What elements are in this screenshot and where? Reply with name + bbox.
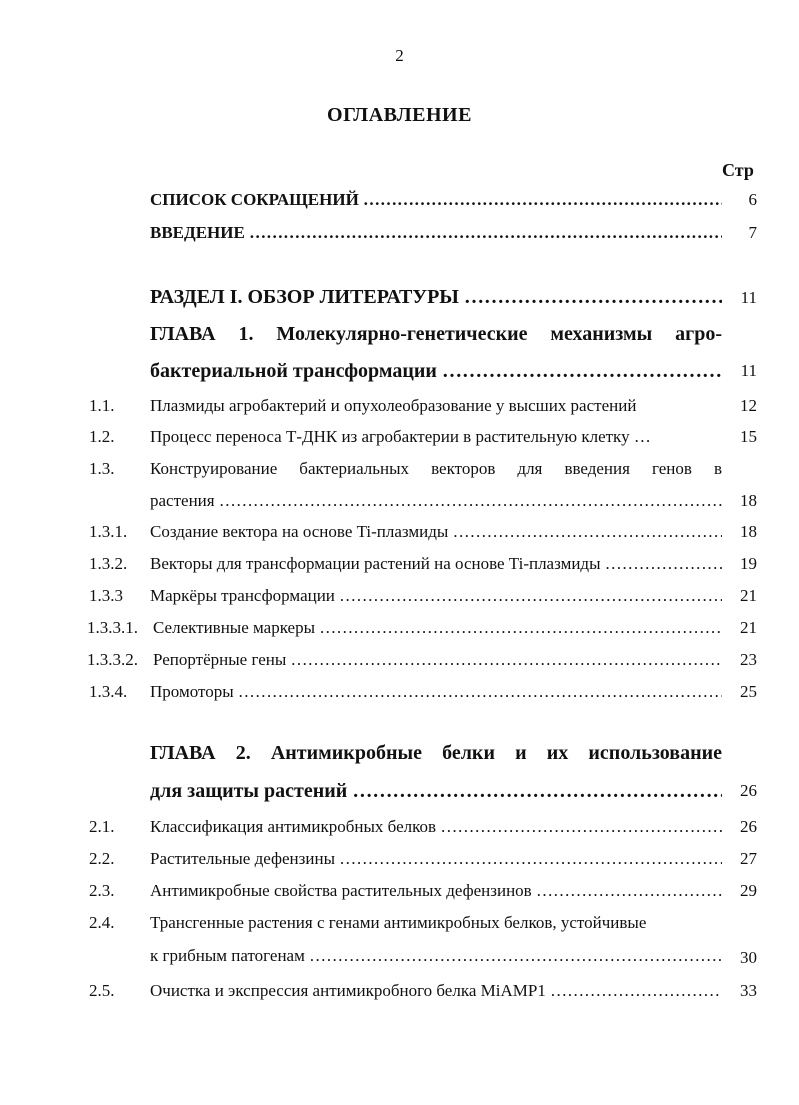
toc-item[interactable]: Очистка и экспрессия антимикробного белка MiAMP1 ……………………………………………………………………………………………………………………………………………………………………………… bbox=[150, 981, 722, 1001]
toc-page: 25 bbox=[740, 682, 757, 701]
toc-item-number: 1.3.4. bbox=[89, 682, 128, 701]
toc-item-continued[interactable]: растения ……………………………………………………………………………………………………………………………………………………………………………… bbox=[150, 491, 722, 511]
toc-item[interactable]: Растительные дефензины ……………………………………………………………………………………………………………………………………………………………………………… bbox=[150, 849, 722, 869]
toc-page: 12 bbox=[740, 396, 757, 415]
toc-item-number: 1.1. bbox=[89, 396, 115, 415]
toc-page: 33 bbox=[740, 981, 757, 1000]
toc-chapter-1-line2[interactable]: бактериальной трансформации ……………………………………………………………………………………………………………………………………………………………………………… bbox=[150, 360, 722, 383]
page-column-header: Стр bbox=[722, 160, 754, 180]
toc-item-number: 1.3.3.1. bbox=[87, 618, 138, 637]
page-number: 2 bbox=[395, 46, 404, 65]
toc-page: 26 bbox=[740, 817, 757, 836]
toc-page: 6 bbox=[748, 190, 757, 209]
toc-chapter-1-line1[interactable]: ГЛАВА 1. Молекулярно-генетические механизмы агро- bbox=[150, 323, 722, 345]
toc-page: 11 bbox=[740, 288, 757, 307]
toc-item[interactable]: Создание вектора на основе Ti-плазмиды ……………………………………………………………………………………………………………………………………………………………………………… bbox=[150, 522, 722, 542]
toc-chapter-2-line1[interactable]: ГЛАВА 2. Антимикробные белки и их использование bbox=[150, 742, 722, 764]
toc-item[interactable]: Промоторы ……………………………………………………………………………………………………………………………………………………………………………… bbox=[150, 682, 722, 702]
toc-item[interactable]: Репортёрные гены ……………………………………………………………………………………………………………………………………………………………………………… bbox=[153, 650, 722, 670]
toc-page: 11 bbox=[740, 361, 757, 380]
toc-item-number: 1.3. bbox=[89, 459, 115, 478]
toc-item-number: 2.4. bbox=[89, 913, 115, 932]
toc-page: 23 bbox=[740, 650, 757, 669]
toc-page: 15 bbox=[740, 427, 757, 446]
toc-item[interactable]: Конструирование бактериальных векторов для введения генов в bbox=[150, 459, 722, 478]
toc-entry-introduction[interactable]: ВВЕДЕНИЕ ……………………………………………………………………………………………………………………………………………………………………………… bbox=[150, 223, 722, 243]
toc-page: 19 bbox=[740, 554, 757, 573]
toc-entry-section-1[interactable]: РАЗДЕЛ I. ОБЗОР ЛИТЕРАТУРЫ ……………………………………………………………………………………………………………………………………………………………………………… bbox=[150, 286, 722, 309]
toc-item[interactable]: Селективные маркеры ……………………………………………………………………………………………………………………………………………………………………………… bbox=[153, 618, 722, 638]
toc-item-number: 1.3.3.2. bbox=[87, 650, 138, 669]
toc-page: 26 bbox=[740, 781, 757, 800]
toc-item-continued[interactable]: к грибным патогенам ……………………………………………………………………………………………………………………………………………………………………………… bbox=[150, 946, 722, 966]
toc-page: 21 bbox=[740, 618, 757, 637]
toc-page: 18 bbox=[740, 491, 757, 510]
toc-title: ОГЛАВЛЕНИЕ bbox=[327, 104, 472, 126]
toc-item-number: 2.3. bbox=[89, 881, 115, 900]
toc-item-number: 1.2. bbox=[89, 427, 115, 446]
toc-item[interactable]: Плазмиды агробактерий и опухолеобразование у высших растений bbox=[150, 396, 637, 415]
toc-item[interactable]: Маркёры трансформации ……………………………………………………………………………………………………………………………………………………………………………… bbox=[150, 586, 722, 606]
toc-item-number: 2.2. bbox=[89, 849, 115, 868]
toc-item[interactable]: Антимикробные свойства растительных дефензинов ……………………………………………………………………………………………………………………………………………………………………………… bbox=[150, 881, 722, 901]
toc-page: 30 bbox=[740, 948, 757, 967]
toc-chapter-2-line2[interactable]: для защиты растений ……………………………………………………………………………………………………………………………………………………………………………… bbox=[150, 780, 722, 803]
toc-entry-abbreviations[interactable]: СПИСОК СОКРАЩЕНИЙ ……………………………………………………………………………………………………………………………………………………………………………… bbox=[150, 190, 722, 210]
toc-item-number: 1.3.2. bbox=[89, 554, 128, 573]
toc-item[interactable]: Векторы для трансформации растений на основе Ti-плазмиды ……………………………………………………………………………………………………………………………………………………………………………… bbox=[150, 554, 722, 574]
toc-page: 18 bbox=[740, 522, 757, 541]
toc-item-number: 1.3.1. bbox=[89, 522, 128, 541]
toc-item[interactable]: Процесс переноса Т-ДНК из агробактерии в растительную клетку … bbox=[150, 427, 651, 446]
toc-item[interactable]: Трансгенные растения с генами антимикробных белков, устойчивые bbox=[150, 913, 647, 932]
toc-item-number: 1.3.3 bbox=[89, 586, 123, 605]
toc-item[interactable]: Классификация антимикробных белков ……………………………………………………………………………………………………………………………………………………………………………… bbox=[150, 817, 722, 837]
toc-item-number: 2.5. bbox=[89, 981, 115, 1000]
toc-page: 7 bbox=[748, 223, 757, 242]
toc-page: 27 bbox=[740, 849, 757, 868]
toc-page: 29 bbox=[740, 881, 757, 900]
toc-item-number: 2.1. bbox=[89, 817, 115, 836]
toc-page: 21 bbox=[740, 586, 757, 605]
